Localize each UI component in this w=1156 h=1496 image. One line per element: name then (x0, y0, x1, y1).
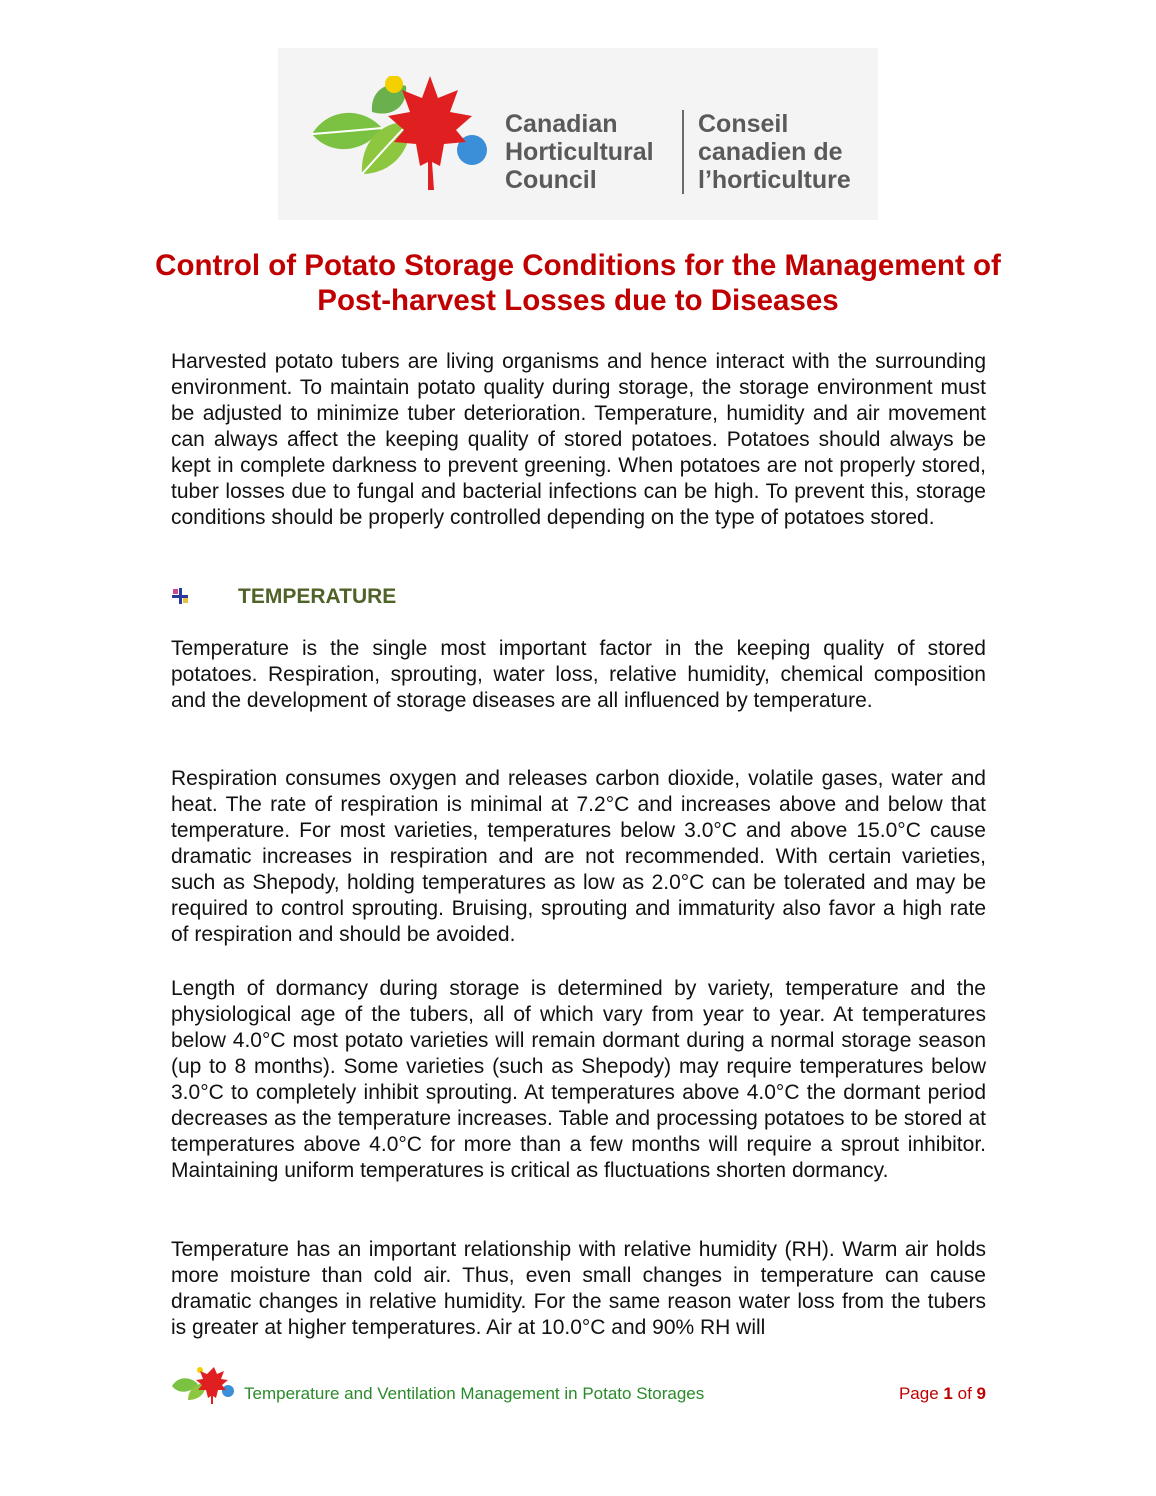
document-title: Control of Potato Storage Conditions for the Management of Post-harvest Losses due to Diseases (155, 249, 1001, 317)
page-total: 9 (976, 1384, 986, 1403)
logo-fr-line: canadien de (698, 138, 843, 166)
body-paragraph: Temperature has an important relationship with relative humidity (RH). Warm air holds more moisture than cold air. Thus, even small changes in temperature can cause dramatic changes in relative humidity. For the same reason water loss from the tubers is greater at higher temperatures. Air at 10.0°C and 90% RH will (171, 1238, 986, 1339)
logo-fr-line: Conseil (698, 110, 789, 138)
body-paragraph: Temperature is the single most important factor in the keeping quality of stored potatoes. Respiration, sprouting, water loss, relative humidity, chemical composition and the development of storage diseases are all influenced by temperature. (171, 637, 986, 712)
logo-fr-line: l’horticulture (698, 166, 851, 194)
footer-document-title: Temperature and Ventilation Management in Potato Storages (244, 1384, 705, 1403)
logo-text-french (682, 110, 851, 194)
page-prefix: Page (898, 1384, 939, 1403)
logo-en-line: Canadian (505, 110, 618, 138)
page-of: of (957, 1384, 972, 1403)
logo-banner (278, 48, 878, 220)
chc-logo-icon (308, 76, 498, 196)
section-heading: TEMPERATURE (238, 585, 397, 608)
body-paragraph: Length of dormancy during storage is determined by variety, temperature and the physiological age of the tubers, all of which vary from year to year. At temperatures below 4.0°C most potato varieties will remain dormant during a normal storage season (up to 8 months). Some varieties (such as Shepody) may require temperatures below 3.0°C to completely inhibit sprouting. At temperatures above 4.0°C the dormant period decreases as the temperature increases. Table and processing potatoes to be stored at temperatures above 4.0°C for more than a few months will require a sprout inhibitor. Maintaining uniform temperatures is critical as fluctuations shorten dormancy. (171, 977, 986, 1182)
intro-paragraph: Harvested potato tubers are living organisms and hence interact with the surrounding environment. To maintain potato quality during storage, the storage environment must be adjusted to minimize tuber deterioration. Temperature, humidity and air movement can always affect the keeping quality of stored potatoes. Potatoes should always be kept in complete darkness to prevent greening. When potatoes are not properly stored, tuber losses due to fungal and bacterial infections can be high. To prevent this, storage conditions should be properly controlled depending on the type of potatoes stored. (171, 350, 986, 529)
page-number (899, 1384, 986, 1404)
logo-en-line: Council (505, 166, 597, 194)
body-paragraph: Respiration consumes oxygen and releases carbon dioxide, volatile gases, water and heat. The rate of respiration is minimal at 7.2°C and increases above and below that temperature. For most varieties, temperatures below 3.0°C and above 15.0°C cause dramatic increases in respiration and are not recommended. With certain varieties, such as Shepody, holding temperatures as low as 2.0°C can be tolerated and may be required to control sprouting. Bruising, sprouting and immaturity also favor a high rate of respiration and should be avoided. (171, 767, 986, 946)
arrow-bullet-icon (171, 587, 189, 605)
logo-text-english (505, 110, 654, 194)
logo-en-line: Horticultural (505, 138, 654, 166)
page-current: 1 (943, 1384, 953, 1403)
footer-logo-icon (170, 1366, 236, 1404)
